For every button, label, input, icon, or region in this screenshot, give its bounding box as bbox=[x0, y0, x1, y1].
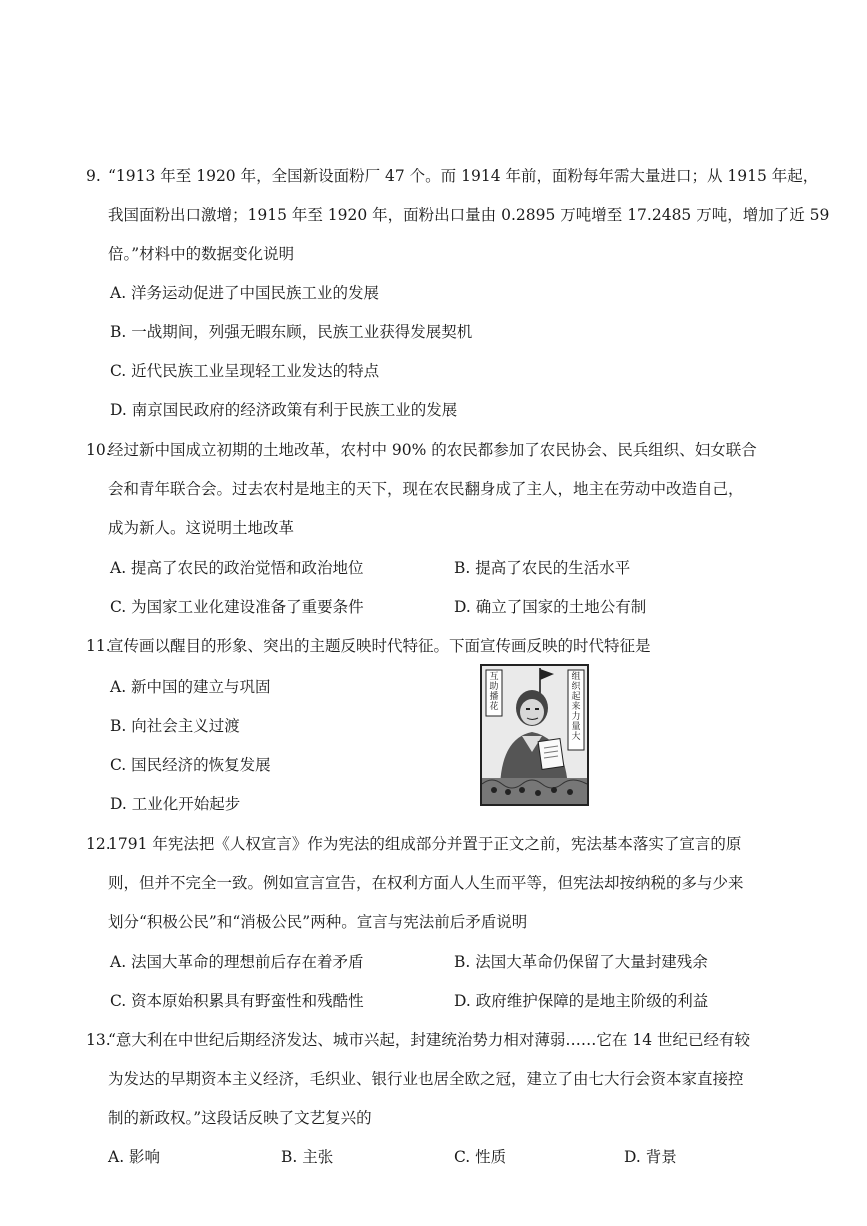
q9-option-a[interactable]: A. 洋务运动促进了中国民族工业的发展 bbox=[110, 284, 380, 302]
propaganda-poster-image bbox=[480, 664, 589, 806]
q12-line-1: 12.1791 年宪法把《人权宣言》作为宪法的组成部分并置于正文之前，宪法基本落实了宣言的原 bbox=[86, 835, 742, 853]
q13-line-1: 13.“意大利在中世纪后期经济发达、城市兴起，封建统治势力相对薄弱……它在 14 世纪已经有较 bbox=[86, 1031, 751, 1049]
q9-option-c[interactable]: C. 近代民族工业呈现轻工业发达的特点 bbox=[110, 362, 380, 380]
q10-option-b[interactable]: B. 提高了农民的生活水平 bbox=[454, 559, 631, 577]
q10-line-2: 会和青年联合会。过去农村是地主的天下，现在农民翻身成了主人，地主在劳动中改造自己， bbox=[108, 480, 744, 498]
q12-option-a[interactable]: A. 法国大革命的理想前后存在着矛盾 bbox=[110, 953, 364, 971]
q11-line-1: 11.宣传画以醒目的形象、突出的主题反映时代特征。下面宣传画反映的时代特征是 bbox=[86, 637, 651, 655]
q10-line-3: 成为新人。这说明土地改革 bbox=[108, 519, 295, 537]
q13-number: 13. bbox=[86, 1031, 111, 1049]
q13-line-3: 制的新政权。”这段话反映了文艺复兴的 bbox=[108, 1109, 372, 1127]
q13-line-2: 为发达的早期资本主义经济，毛织业、银行业也居全欧之冠，建立了由七大行会资本家直接控 bbox=[108, 1070, 744, 1088]
q11-option-b[interactable]: B. 向社会主义过渡 bbox=[110, 717, 240, 735]
poster-left-caption: 互助播花 bbox=[489, 672, 499, 712]
q12-line-2: 则，但并不完全一致。例如宣言宣告，在权利方面人人生而平等，但宪法却按纳税的多与少来 bbox=[108, 874, 744, 892]
q12-option-c[interactable]: C. 资本原始积累具有野蛮性和残酷性 bbox=[110, 992, 364, 1010]
q9-option-d[interactable]: D. 南京国民政府的经济政策有利于民族工业的发展 bbox=[110, 401, 458, 419]
q10-option-a[interactable]: A. 提高了农民的政治觉悟和政治地位 bbox=[110, 559, 364, 577]
q13-option-d[interactable]: D. 背景 bbox=[624, 1148, 677, 1166]
q11-option-a[interactable]: A. 新中国的建立与巩固 bbox=[110, 678, 271, 696]
q9-option-b[interactable]: B. 一战期间，列强无暇东顾，民族工业获得发展契机 bbox=[110, 323, 473, 341]
q13-option-b[interactable]: B. 主张 bbox=[281, 1148, 334, 1166]
q9-number: 9. bbox=[86, 167, 101, 185]
q12-number: 12. bbox=[86, 835, 111, 853]
q10-option-d[interactable]: D. 确立了国家的土地公有制 bbox=[454, 598, 647, 616]
q12-line-3: 划分“积极公民”和“消极公民”两种。宣言与宪法前后矛盾说明 bbox=[108, 913, 528, 931]
q11-number: 11. bbox=[86, 637, 111, 655]
q11-option-c[interactable]: C. 国民经济的恢复发展 bbox=[110, 756, 271, 774]
q13-option-c[interactable]: C. 性质 bbox=[454, 1148, 507, 1166]
q11-option-d[interactable]: D. 工业化开始起步 bbox=[110, 795, 241, 813]
q9-line-3: 倍。”材料中的数据变化说明 bbox=[108, 245, 295, 263]
q10-line-1: 10.经过新中国成立初期的土地改革，农村中 90% 的农民都参加了农民协会、民兵组织、妇女联合 bbox=[86, 441, 757, 459]
q9-line-1: 9. “1913 年至 1920 年，全国新设面粉厂 47 个。而 1914 年前，面粉每年需大量进口；从 1915 年起， bbox=[86, 167, 819, 185]
poster-right-caption: 组织起来力量大 bbox=[571, 672, 581, 742]
q9-line-2: 我国面粉出口激增；1915 年至 1920 年，面粉出口量由 0.2895 万吨增至 17.2485 万吨，增加了近 59 bbox=[108, 206, 830, 224]
q10-number: 10. bbox=[86, 441, 111, 459]
q10-option-c[interactable]: C. 为国家工业化建设准备了重要条件 bbox=[110, 598, 364, 616]
q13-option-a[interactable]: A. 影响 bbox=[108, 1148, 161, 1166]
q12-option-b[interactable]: B. 法国大革命仍保留了大量封建残余 bbox=[454, 953, 708, 971]
q12-option-d[interactable]: D. 政府维护保障的是地主阶级的利益 bbox=[454, 992, 709, 1010]
